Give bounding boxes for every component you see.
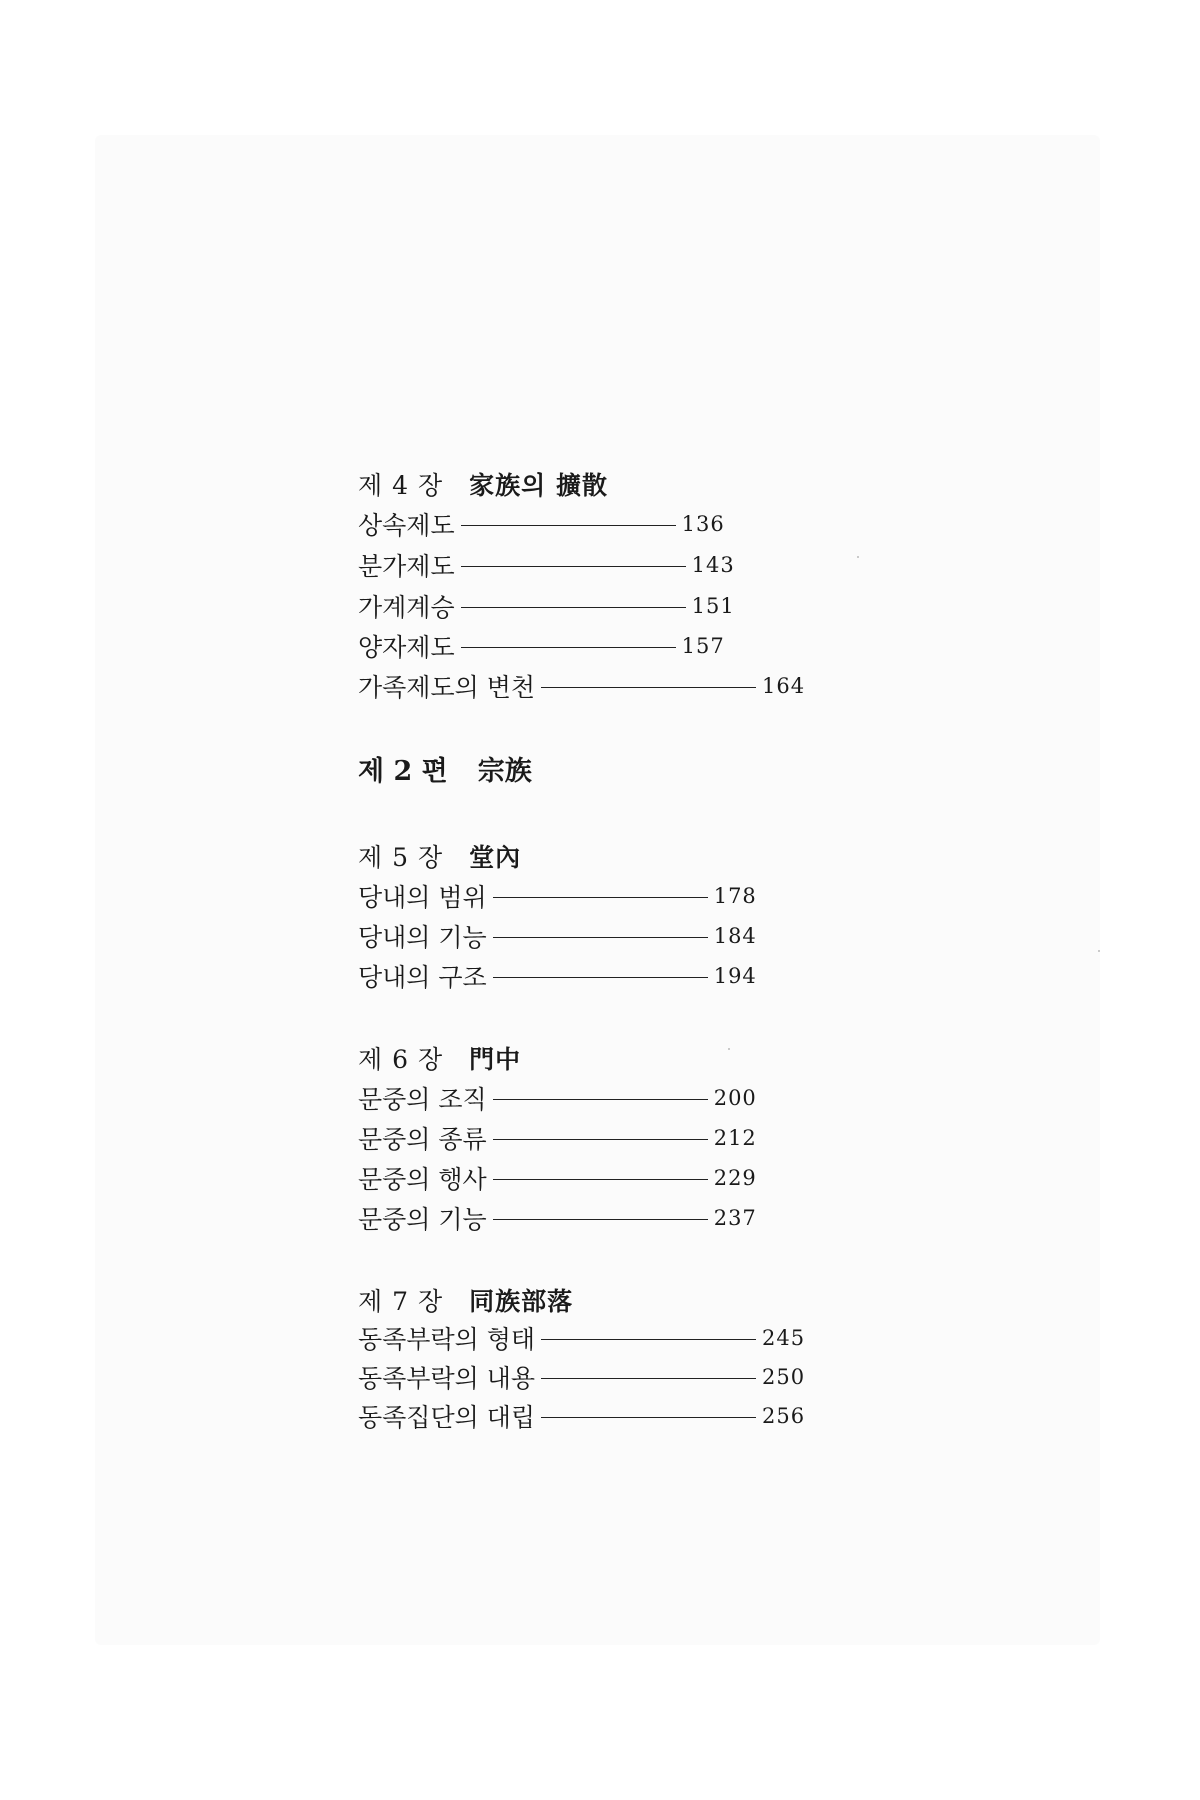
toc-entry[interactable] <box>358 547 735 583</box>
entry-title: 문중의 행사 <box>358 1165 487 1194</box>
chapter-label: 제 4 장 <box>358 471 444 500</box>
dot-leader <box>493 1099 708 1100</box>
chapter-title: 堂內 <box>469 843 522 872</box>
toc-entry[interactable] <box>358 1120 757 1156</box>
table-of-contents <box>358 0 1058 1800</box>
entry-title: 동족집단의 대립 <box>358 1403 535 1432</box>
toc-entry[interactable] <box>358 878 757 914</box>
page-number: 194 <box>713 964 757 988</box>
page-number: 136 <box>681 512 725 536</box>
dot-leader <box>541 687 756 688</box>
page-number: 178 <box>713 884 757 908</box>
dot-leader <box>541 1378 756 1379</box>
chapter-title: 家族의 擴散 <box>469 471 608 500</box>
page-number: 229 <box>713 1166 757 1190</box>
entry-title: 당내의 범위 <box>358 883 487 912</box>
entry-title: 당내의 기능 <box>358 923 487 952</box>
toc-entry[interactable] <box>358 588 735 624</box>
part-label: 제 2 편 <box>358 755 448 787</box>
chapter-title: 門中 <box>469 1045 522 1074</box>
entry-title: 당내의 구조 <box>358 963 487 992</box>
chapter-title: 同族部落 <box>469 1287 574 1316</box>
toc-entry[interactable] <box>358 1320 805 1356</box>
page-number: 200 <box>713 1086 757 1110</box>
toc-entry[interactable] <box>358 918 757 954</box>
page-number: 245 <box>762 1326 806 1350</box>
dot-leader <box>493 1179 708 1180</box>
chapter-label: 제 7 장 <box>358 1287 444 1316</box>
chapter-label: 제 5 장 <box>358 843 444 872</box>
toc-entry[interactable] <box>358 506 725 542</box>
entry-title: 문중의 종류 <box>358 1125 487 1154</box>
page-number: 212 <box>713 1126 757 1150</box>
entry-title: 문중의 기능 <box>358 1205 487 1234</box>
chapter-label: 제 6 장 <box>358 1045 444 1074</box>
chapter-heading <box>358 838 521 874</box>
entry-title: 양자제도 <box>358 633 455 662</box>
dot-leader <box>461 607 686 608</box>
entry-title: 동족부락의 형태 <box>358 1325 535 1354</box>
entry-title: 동족부락의 내용 <box>358 1364 535 1393</box>
page-number: 151 <box>691 594 735 618</box>
page-number: 237 <box>713 1206 757 1230</box>
page-number: 184 <box>713 924 757 948</box>
entry-title: 문중의 조직 <box>358 1085 487 1114</box>
dot-leader <box>461 566 686 567</box>
toc-entry[interactable] <box>358 1200 757 1236</box>
toc-entry[interactable] <box>358 628 725 664</box>
toc-entry[interactable] <box>358 1080 757 1116</box>
part-heading <box>358 750 532 786</box>
toc-entry[interactable] <box>358 1359 805 1395</box>
page-number: 143 <box>691 553 735 577</box>
speck-mark <box>1098 950 1100 952</box>
toc-entry[interactable] <box>358 958 757 994</box>
dot-leader <box>541 1417 756 1418</box>
page-number: 250 <box>762 1365 806 1389</box>
toc-entry[interactable] <box>358 1160 757 1196</box>
part-title: 宗族 <box>477 755 532 787</box>
entry-title: 가족제도의 변천 <box>358 673 535 702</box>
dot-leader <box>493 1139 708 1140</box>
chapter-heading <box>358 1040 521 1076</box>
dot-leader <box>493 977 708 978</box>
toc-entry[interactable] <box>358 668 805 704</box>
dot-leader <box>461 525 676 526</box>
entry-title: 가계계승 <box>358 593 455 622</box>
entry-title: 상속제도 <box>358 511 455 540</box>
entry-title: 분가제도 <box>358 552 455 581</box>
dot-leader <box>461 647 676 648</box>
page-number: 157 <box>681 634 725 658</box>
page-number: 164 <box>762 674 806 698</box>
dot-leader <box>493 1219 708 1220</box>
dot-leader <box>493 897 708 898</box>
chapter-heading <box>358 1282 573 1318</box>
toc-entry[interactable] <box>358 1398 805 1434</box>
dot-leader <box>493 937 708 938</box>
chapter-heading <box>358 466 608 502</box>
dot-leader <box>541 1339 756 1340</box>
page-number: 256 <box>762 1404 806 1428</box>
